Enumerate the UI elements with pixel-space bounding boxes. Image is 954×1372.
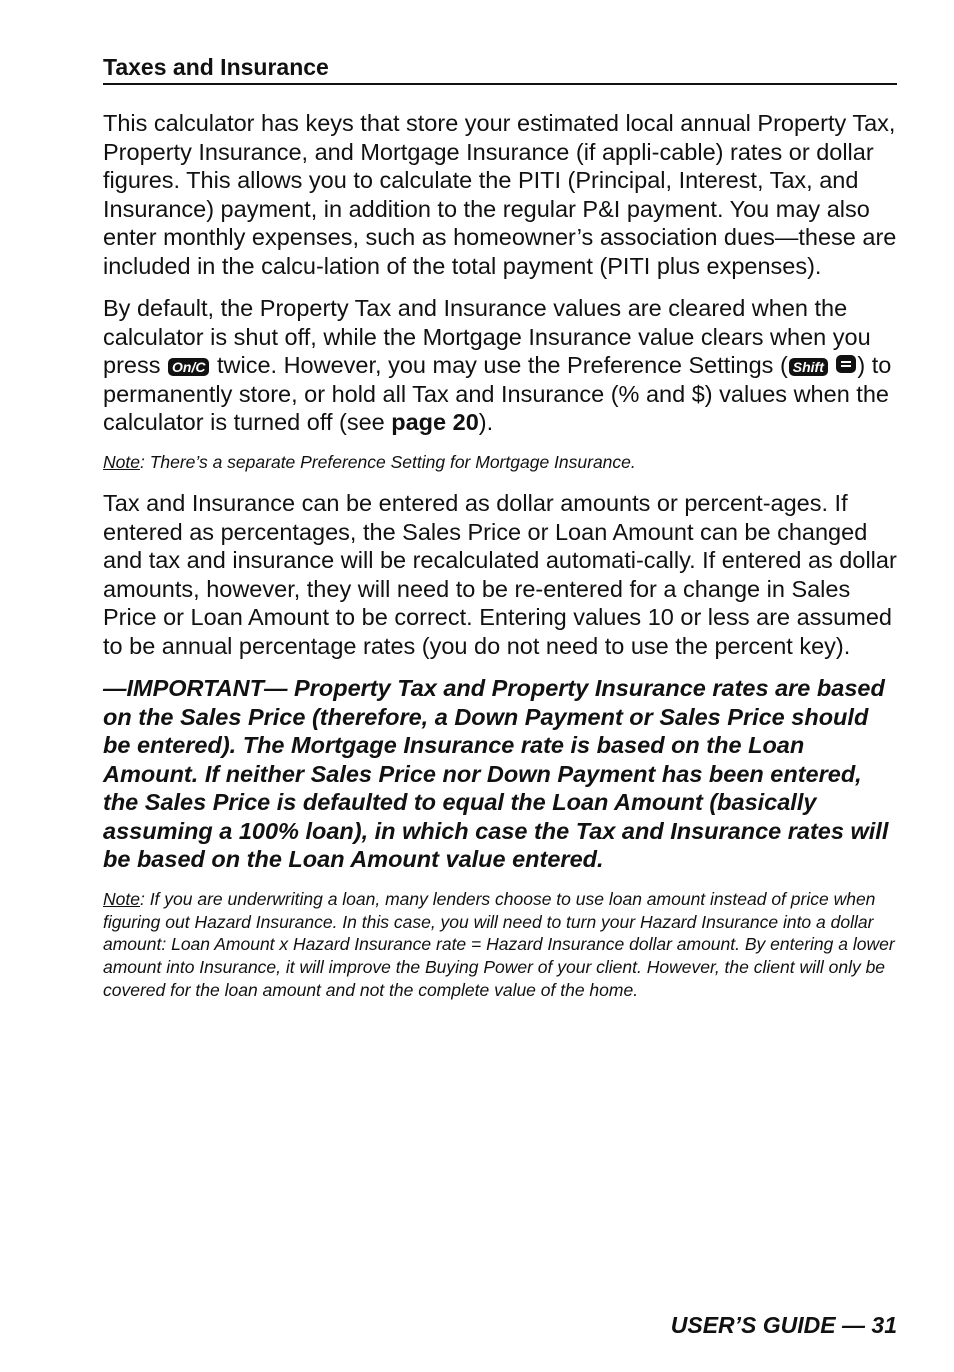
para2-text-2: twice. However, you may use the Preference Settings ( (216, 352, 788, 378)
underwriting-note (103, 888, 897, 1002)
note-label: Note (103, 888, 140, 909)
equals-key-icon (836, 355, 856, 373)
note-text: : If you are underwriting a loan, many lenders choose to use loan amount instead of price when figuring out Hazard Insurance. In this case, you will need to turn your Hazard Insurance into a dollar amount: Loan Amount x Hazard Insurance rate = Hazard Insurance dollar amount. By entering a lower amount into Insurance, it will improve the Buying Power of your client. However, the client will only be covered for the loan amount and not the complete value of the home. (103, 888, 895, 1000)
page-reference: page 20 (391, 409, 479, 435)
para2-text-1: By default, the Property Tax and Insurance values are cleared when the calculator is shut off, while the Mortgage Insurance value clears when you press (103, 295, 871, 378)
note-label: Note (103, 451, 140, 472)
intro-paragraph: This calculator has keys that store your estimated local annual Property Tax, Property Insurance, and Mortgage Insurance (if appli-cable) rates or dollar figures. This allows you to calculate the PITI (Principal, Interest, Tax, and Insurance) payment, in addition to the regular P&I payment. You may also enter monthly expenses, such as homeowner’s association dues—these are included in the calcu-lation of the total payment (PITI plus expenses). (103, 110, 897, 279)
page-footer: USER’S GUIDE — 31 (670, 1312, 897, 1338)
para2-text-4: ). (478, 409, 494, 435)
para2-text-3: ) to permanently store, or hold all Tax and Insurance (% and $) values when the calculator is turned off (see (103, 352, 892, 435)
preference-note (103, 451, 897, 474)
shift-key-icon: Shift (789, 358, 828, 376)
default-settings-paragraph (103, 294, 897, 437)
page-content (103, 52, 897, 1018)
entry-paragraph: Tax and Insurance can be entered as dollar amounts or percent-ages. If entered as percentages, the Sales Price or Loan Amount can be changed and tax and insurance will be recalculated automati-cally. If entered as dollar amounts, however, they will need to be re-entered for a change in Sales Price or Loan Amount to be correct. Entering values 10 or less are assumed to be annual percentage rates (you do not need to use the percent key). (103, 490, 897, 659)
section-heading: Taxes and Insurance (103, 52, 897, 85)
onc-key-icon: On/C (168, 358, 209, 376)
note-text: : There’s a separate Preference Setting for Mortgage Insurance. (139, 451, 636, 472)
important-paragraph: —IMPORTANT— Property Tax and Property Insurance rates are based on the Sales Price (therefore, a Down Payment or Sales Price should be entered). The Mortgage Insurance rate is based on the Loan Amount. If neither Sales Price nor Down Payment has been entered, the Sales Price is defaulted to equal the Loan Amount (basically assuming a 100% loan), in which case the Tax and Insurance rates will be based on the Loan Amount value entered. (103, 675, 889, 873)
